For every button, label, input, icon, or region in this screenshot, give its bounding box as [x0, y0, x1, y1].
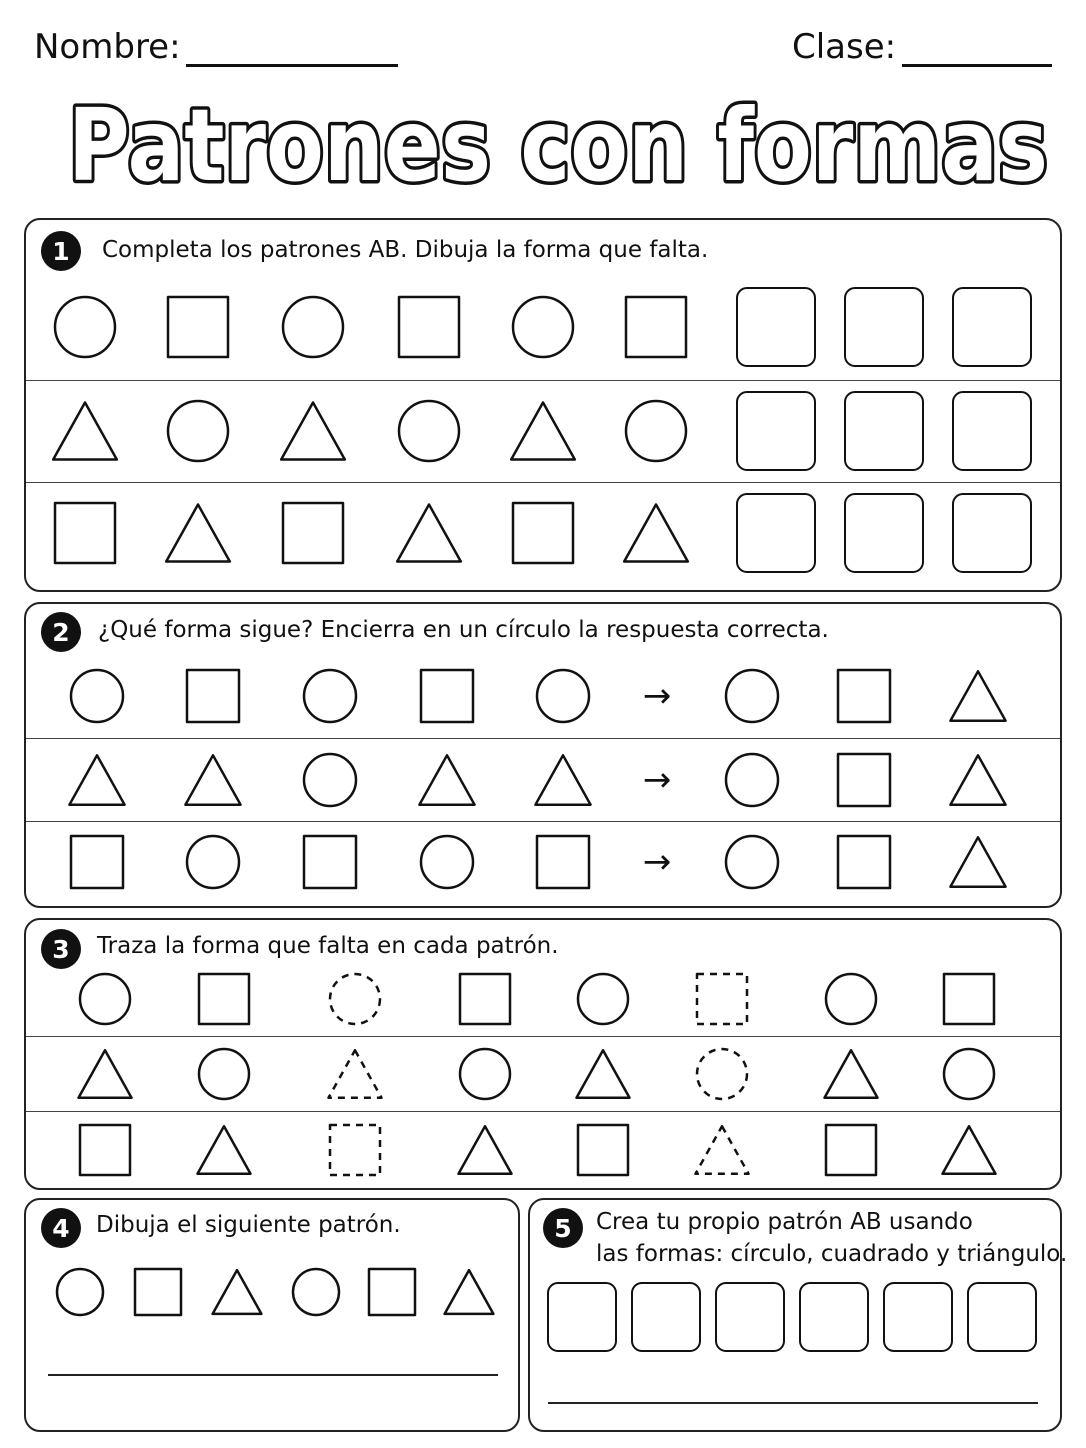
triangle-shape — [950, 671, 1005, 720]
dashed-square-shape[interactable] — [330, 1125, 380, 1175]
section-5-instruction-line-2: las formas: círculo, cuadrado y triángulo. — [596, 1241, 1068, 1267]
triangle-shape — [943, 1126, 996, 1174]
circle-shape — [421, 836, 473, 888]
square-shape — [826, 1125, 876, 1175]
circle-shape — [304, 670, 356, 722]
circle-shape — [71, 670, 123, 722]
square-shape — [399, 297, 459, 357]
section-5-number: 5 — [543, 1208, 583, 1248]
circle-shape — [55, 297, 115, 357]
triangle-shape — [825, 1050, 878, 1098]
circle-shape — [283, 297, 343, 357]
pattern-box[interactable] — [800, 1283, 868, 1351]
pattern-box[interactable] — [548, 1283, 616, 1351]
arrow-icon: → — [642, 842, 672, 882]
circle-shape — [460, 1049, 510, 1099]
square-shape — [135, 1269, 181, 1315]
circle-shape — [726, 670, 778, 722]
section-1-instruction: Completa los patrones AB. Dibuja la forma que falta. — [102, 237, 709, 263]
square-shape — [199, 974, 249, 1024]
circle-shape — [293, 1269, 339, 1315]
triangle-shape — [459, 1126, 512, 1174]
circle-shape — [168, 401, 228, 461]
circle-shape — [399, 401, 459, 461]
section-5-instruction-line-1: Crea tu propio patrón AB usando — [596, 1209, 973, 1235]
triangle-shape — [79, 1050, 132, 1098]
circle-shape — [626, 401, 686, 461]
square-shape — [187, 670, 239, 722]
triangle-shape — [198, 1126, 251, 1174]
triangle-shape — [535, 755, 590, 804]
square-shape — [168, 297, 228, 357]
square-shape — [421, 670, 473, 722]
square-shape — [944, 974, 994, 1024]
square-shape — [369, 1269, 415, 1315]
answer-box[interactable] — [737, 494, 815, 572]
circle-shape — [726, 836, 778, 888]
answer-box[interactable] — [845, 494, 923, 572]
circle-shape — [199, 1049, 249, 1099]
triangle-shape — [950, 837, 1005, 886]
triangle-shape — [185, 755, 240, 804]
section-2-number: 2 — [41, 612, 81, 652]
circle-shape — [537, 670, 589, 722]
triangle-shape — [69, 755, 124, 804]
triangle-shape — [53, 403, 117, 460]
triangle-shape — [419, 755, 474, 804]
square-shape — [71, 836, 123, 888]
class-label: Clase: — [792, 27, 897, 67]
square-shape — [838, 670, 890, 722]
pattern-box[interactable] — [884, 1283, 952, 1351]
section-3-instruction: Traza la forma que falta en cada patrón. — [97, 933, 559, 959]
square-shape — [838, 836, 890, 888]
circle-shape — [513, 297, 573, 357]
section-4-instruction: Dibuja el siguiente patrón. — [96, 1212, 401, 1238]
answer-box[interactable] — [953, 288, 1031, 366]
name-label: Nombre: — [34, 27, 181, 67]
circle-shape — [187, 836, 239, 888]
circle-shape — [57, 1269, 103, 1315]
pattern-box[interactable] — [716, 1283, 784, 1351]
square-shape — [80, 1125, 130, 1175]
answer-box[interactable] — [845, 392, 923, 470]
triangle-shape — [445, 1270, 494, 1314]
arrow-icon: → — [642, 676, 672, 716]
dashed-triangle-shape[interactable] — [329, 1050, 382, 1098]
square-shape — [283, 503, 343, 563]
circle-shape — [80, 974, 130, 1024]
square-shape — [626, 297, 686, 357]
circle-shape — [944, 1049, 994, 1099]
answer-box[interactable] — [953, 494, 1031, 572]
square-shape — [578, 1125, 628, 1175]
section-1-number: 1 — [41, 231, 81, 271]
triangle-shape — [950, 755, 1005, 804]
dashed-circle-shape[interactable] — [697, 1049, 747, 1099]
circle-shape — [304, 754, 356, 806]
square-shape — [838, 754, 890, 806]
circle-shape — [826, 974, 876, 1024]
section-4-number: 4 — [41, 1208, 81, 1248]
triangle-shape — [511, 403, 575, 460]
triangle-shape — [281, 403, 345, 460]
pattern-box[interactable] — [632, 1283, 700, 1351]
dashed-triangle-shape[interactable] — [696, 1126, 749, 1174]
circle-shape — [726, 754, 778, 806]
circle-shape — [578, 974, 628, 1024]
page-title-text: Patrones con formas — [68, 87, 1048, 202]
section-2-instruction: ¿Qué forma sigue? Encierra en un círculo la respuesta correcta. — [98, 617, 829, 643]
square-shape — [460, 974, 510, 1024]
square-shape — [304, 836, 356, 888]
pattern-box[interactable] — [968, 1283, 1036, 1351]
section-3-number: 3 — [41, 929, 81, 969]
triangle-shape — [213, 1270, 262, 1314]
triangle-shape — [166, 505, 230, 562]
triangle-shape — [397, 505, 461, 562]
answer-box[interactable] — [953, 392, 1031, 470]
answer-box[interactable] — [737, 288, 815, 366]
answer-box[interactable] — [737, 392, 815, 470]
dashed-square-shape[interactable] — [697, 974, 747, 1024]
square-shape — [55, 503, 115, 563]
square-shape — [513, 503, 573, 563]
arrow-icon: → — [642, 760, 672, 800]
triangle-shape — [624, 505, 688, 562]
answer-box[interactable] — [845, 288, 923, 366]
dashed-circle-shape[interactable] — [330, 974, 380, 1024]
square-shape — [537, 836, 589, 888]
triangle-shape — [577, 1050, 630, 1098]
